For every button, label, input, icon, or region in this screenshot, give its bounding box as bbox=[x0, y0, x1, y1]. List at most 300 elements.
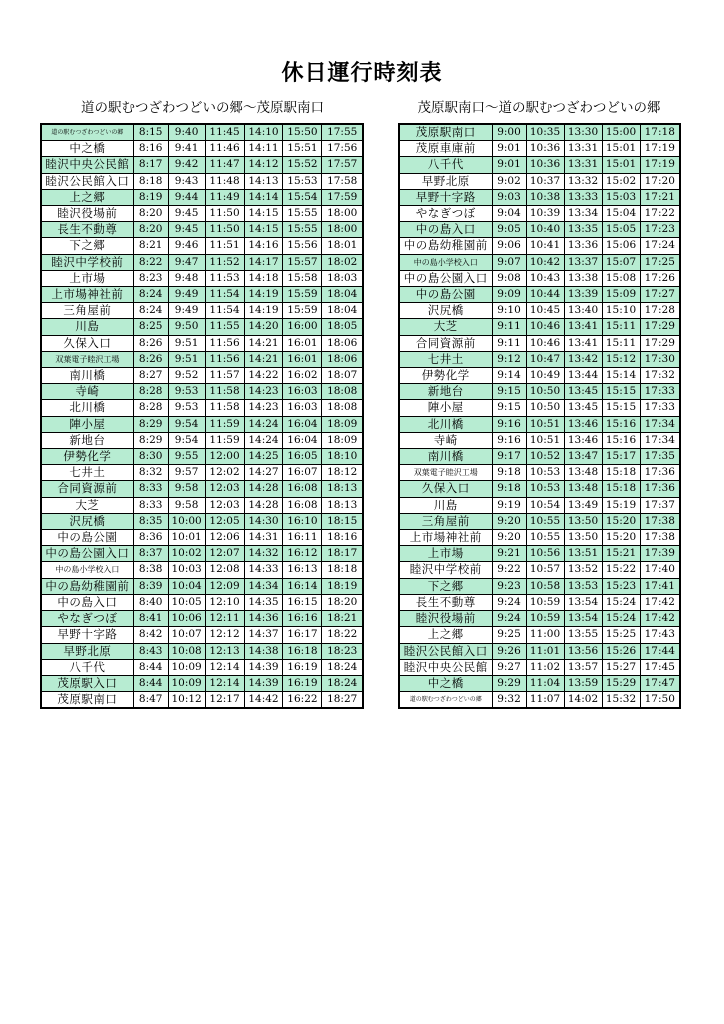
departure-time: 11:45 bbox=[205, 124, 244, 141]
stop-name: 八千代 bbox=[41, 659, 133, 675]
departure-time: 13:45 bbox=[564, 400, 602, 416]
stop-name: 睦沢中学校前 bbox=[41, 254, 133, 270]
departure-time: 12:14 bbox=[205, 659, 244, 675]
departure-time: 15:54 bbox=[283, 189, 322, 205]
departure-time: 9:42 bbox=[168, 157, 205, 173]
departure-time: 13:34 bbox=[564, 206, 602, 222]
departure-time: 8:24 bbox=[133, 303, 168, 319]
departure-time: 15:59 bbox=[283, 303, 322, 319]
departure-time: 15:20 bbox=[602, 530, 640, 546]
departure-time: 9:48 bbox=[168, 270, 205, 286]
departure-time: 14:23 bbox=[244, 384, 283, 400]
stop-name: 睦沢公民館入口 bbox=[41, 173, 133, 189]
departure-time: 9:27 bbox=[492, 659, 526, 675]
departure-time: 13:35 bbox=[564, 222, 602, 238]
departure-time: 14:30 bbox=[244, 513, 283, 529]
departure-time: 18:03 bbox=[322, 270, 363, 286]
departure-time: 13:46 bbox=[564, 432, 602, 448]
departure-time: 15:16 bbox=[602, 416, 640, 432]
departure-time: 13:56 bbox=[564, 643, 602, 659]
departure-time: 8:27 bbox=[133, 368, 168, 384]
departure-time: 9:47 bbox=[168, 254, 205, 270]
departure-time: 9:11 bbox=[492, 335, 526, 351]
table-row bbox=[41, 173, 363, 189]
table-row bbox=[41, 675, 363, 691]
table-row bbox=[399, 206, 680, 222]
departure-time: 11:56 bbox=[205, 335, 244, 351]
departure-time: 18:09 bbox=[322, 416, 363, 432]
stop-name: 南川橋 bbox=[41, 368, 133, 384]
table-row bbox=[41, 384, 363, 400]
departure-time: 15:02 bbox=[602, 173, 640, 189]
table-row bbox=[41, 400, 363, 416]
departure-time: 14:34 bbox=[244, 578, 283, 594]
departure-time: 16:05 bbox=[283, 449, 322, 465]
departure-time: 14:33 bbox=[244, 562, 283, 578]
departure-time: 17:40 bbox=[640, 562, 680, 578]
table-row bbox=[399, 351, 680, 367]
table-row bbox=[399, 303, 680, 319]
departure-time: 16:00 bbox=[283, 319, 322, 335]
departure-time: 17:26 bbox=[640, 270, 680, 286]
departure-time: 16:01 bbox=[283, 351, 322, 367]
stop-name: 長生不動尊 bbox=[399, 594, 492, 610]
departure-time: 14:25 bbox=[244, 449, 283, 465]
departure-time: 11:49 bbox=[205, 189, 244, 205]
departure-time: 8:28 bbox=[133, 400, 168, 416]
departure-time: 10:05 bbox=[168, 594, 205, 610]
departure-time: 18:21 bbox=[322, 611, 363, 627]
stop-name: 下之郷 bbox=[399, 578, 492, 594]
stop-name: 中の島公園 bbox=[399, 287, 492, 303]
table-row bbox=[41, 351, 363, 367]
table-row bbox=[399, 400, 680, 416]
departure-time: 17:27 bbox=[640, 287, 680, 303]
departure-time: 15:07 bbox=[602, 254, 640, 270]
table-row bbox=[399, 465, 680, 481]
departure-time: 9:53 bbox=[168, 384, 205, 400]
stop-name: 上之郷 bbox=[399, 627, 492, 643]
departure-time: 16:22 bbox=[283, 692, 322, 709]
table-row bbox=[41, 254, 363, 270]
departure-time: 8:28 bbox=[133, 384, 168, 400]
departure-time: 8:44 bbox=[133, 675, 168, 691]
departure-time: 17:32 bbox=[640, 368, 680, 384]
stop-name: 中の島公園入口 bbox=[41, 546, 133, 562]
table-row bbox=[41, 497, 363, 513]
departure-time: 11:55 bbox=[205, 319, 244, 335]
left-route-heading: 道の駅むつざわつどいの郷～茂原駅南口 bbox=[81, 100, 324, 116]
departure-time: 8:23 bbox=[133, 270, 168, 286]
departure-time: 9:10 bbox=[492, 303, 526, 319]
stop-name: 中の島小学校入口 bbox=[399, 254, 492, 270]
departure-time: 10:37 bbox=[526, 173, 564, 189]
departure-time: 18:06 bbox=[322, 335, 363, 351]
departure-time: 12:09 bbox=[205, 578, 244, 594]
departure-time: 11:54 bbox=[205, 303, 244, 319]
stop-name: 中の島入口 bbox=[399, 222, 492, 238]
departure-time: 16:13 bbox=[283, 562, 322, 578]
departure-time: 12:13 bbox=[205, 643, 244, 659]
table-row bbox=[399, 578, 680, 594]
stop-name: 中の島小学校入口 bbox=[41, 562, 133, 578]
departure-time: 13:40 bbox=[564, 303, 602, 319]
timetable-mutsuzawa-to-mobara bbox=[40, 123, 364, 709]
departure-time: 16:07 bbox=[283, 465, 322, 481]
departure-time: 8:47 bbox=[133, 692, 168, 709]
departure-time: 8:42 bbox=[133, 627, 168, 643]
table-row bbox=[41, 287, 363, 303]
departure-time: 8:39 bbox=[133, 578, 168, 594]
departure-time: 14:21 bbox=[244, 351, 283, 367]
departure-time: 9:16 bbox=[492, 416, 526, 432]
departure-time: 15:14 bbox=[602, 368, 640, 384]
departure-time: 16:19 bbox=[283, 659, 322, 675]
departure-time: 11:59 bbox=[205, 432, 244, 448]
departure-time: 9:53 bbox=[168, 400, 205, 416]
stop-name: 道の駅むつざわつどいの郷 bbox=[41, 124, 133, 141]
departure-time: 9:20 bbox=[492, 530, 526, 546]
departure-time: 12:05 bbox=[205, 513, 244, 529]
departure-time: 15:55 bbox=[283, 206, 322, 222]
departure-time: 13:38 bbox=[564, 270, 602, 286]
departure-time: 16:10 bbox=[283, 513, 322, 529]
departure-time: 14:24 bbox=[244, 416, 283, 432]
departure-time: 13:53 bbox=[564, 578, 602, 594]
stop-name: 七井土 bbox=[399, 351, 492, 367]
departure-time: 15:08 bbox=[602, 270, 640, 286]
stop-name: 早野北原 bbox=[399, 173, 492, 189]
departure-time: 10:52 bbox=[526, 449, 564, 465]
departure-time: 15:26 bbox=[602, 643, 640, 659]
stop-name: 睦沢中学校前 bbox=[399, 562, 492, 578]
departure-time: 10:59 bbox=[526, 594, 564, 610]
departure-time: 18:24 bbox=[322, 675, 363, 691]
departure-time: 15:23 bbox=[602, 578, 640, 594]
stop-name: 寺崎 bbox=[399, 432, 492, 448]
departure-time: 10:42 bbox=[526, 254, 564, 270]
table-row bbox=[399, 416, 680, 432]
departure-time: 13:54 bbox=[564, 594, 602, 610]
departure-time: 18:00 bbox=[322, 206, 363, 222]
departure-time: 13:55 bbox=[564, 627, 602, 643]
departure-time: 10:54 bbox=[526, 497, 564, 513]
departure-time: 14:20 bbox=[244, 319, 283, 335]
departure-time: 18:07 bbox=[322, 368, 363, 384]
departure-time: 9:18 bbox=[492, 481, 526, 497]
departure-time: 10:01 bbox=[168, 530, 205, 546]
table-row bbox=[41, 530, 363, 546]
departure-time: 18:08 bbox=[322, 400, 363, 416]
departure-time: 15:59 bbox=[283, 287, 322, 303]
departure-time: 14:39 bbox=[244, 659, 283, 675]
departure-time: 17:50 bbox=[640, 692, 680, 709]
departure-time: 11:47 bbox=[205, 157, 244, 173]
departure-time: 14:28 bbox=[244, 497, 283, 513]
table-row bbox=[399, 124, 680, 141]
departure-time: 12:14 bbox=[205, 675, 244, 691]
departure-time: 18:08 bbox=[322, 384, 363, 400]
departure-time: 17:35 bbox=[640, 449, 680, 465]
departure-time: 17:28 bbox=[640, 303, 680, 319]
departure-time: 15:11 bbox=[602, 335, 640, 351]
stop-name: 北川橋 bbox=[399, 416, 492, 432]
table-row bbox=[399, 497, 680, 513]
departure-time: 9:40 bbox=[168, 124, 205, 141]
departure-time: 8:25 bbox=[133, 319, 168, 335]
table-row bbox=[399, 319, 680, 335]
departure-time: 9:50 bbox=[168, 319, 205, 335]
departure-time: 13:51 bbox=[564, 546, 602, 562]
departure-time: 18:22 bbox=[322, 627, 363, 643]
departure-time: 13:41 bbox=[564, 335, 602, 351]
table-row bbox=[41, 481, 363, 497]
stop-name: 茂原駅入口 bbox=[41, 675, 133, 691]
stop-name: 中之橋 bbox=[41, 141, 133, 157]
departure-time: 16:18 bbox=[283, 643, 322, 659]
departure-time: 13:31 bbox=[564, 141, 602, 157]
departure-time: 16:16 bbox=[283, 611, 322, 627]
departure-time: 9:49 bbox=[168, 287, 205, 303]
departure-time: 13:48 bbox=[564, 465, 602, 481]
stop-name: 道の駅むつざわつどいの郷 bbox=[399, 692, 492, 709]
departure-time: 16:19 bbox=[283, 675, 322, 691]
departure-time: 15:18 bbox=[602, 481, 640, 497]
departure-time: 13:45 bbox=[564, 384, 602, 400]
departure-time: 10:39 bbox=[526, 206, 564, 222]
table-row bbox=[41, 303, 363, 319]
departure-time: 18:12 bbox=[322, 465, 363, 481]
departure-time: 10:36 bbox=[526, 141, 564, 157]
departure-time: 16:04 bbox=[283, 416, 322, 432]
departure-time: 15:57 bbox=[283, 254, 322, 270]
departure-time: 13:59 bbox=[564, 675, 602, 691]
departure-time: 13:32 bbox=[564, 173, 602, 189]
departure-time: 17:25 bbox=[640, 254, 680, 270]
departure-time: 11:01 bbox=[526, 643, 564, 659]
table-row bbox=[399, 449, 680, 465]
departure-time: 15:18 bbox=[602, 465, 640, 481]
table-row bbox=[41, 222, 363, 238]
table-row bbox=[399, 432, 680, 448]
departure-time: 14:42 bbox=[244, 692, 283, 709]
departure-time: 9:49 bbox=[168, 303, 205, 319]
stop-name: 八千代 bbox=[399, 157, 492, 173]
stop-name: 上之郷 bbox=[41, 189, 133, 205]
departure-time: 10:44 bbox=[526, 287, 564, 303]
departure-time: 9:01 bbox=[492, 157, 526, 173]
departure-time: 8:38 bbox=[133, 562, 168, 578]
departure-time: 17:38 bbox=[640, 530, 680, 546]
table-row bbox=[41, 594, 363, 610]
departure-time: 12:07 bbox=[205, 546, 244, 562]
stop-name: 茂原車庫前 bbox=[399, 141, 492, 157]
departure-time: 12:12 bbox=[205, 627, 244, 643]
stop-name: やなぎつぼ bbox=[399, 206, 492, 222]
table-row bbox=[41, 546, 363, 562]
departure-time: 17:36 bbox=[640, 481, 680, 497]
table-row bbox=[399, 546, 680, 562]
departure-time: 9:32 bbox=[492, 692, 526, 709]
table-row bbox=[399, 594, 680, 610]
departure-time: 18:06 bbox=[322, 351, 363, 367]
departure-time: 8:44 bbox=[133, 659, 168, 675]
departure-time: 14:16 bbox=[244, 238, 283, 254]
departure-time: 9:07 bbox=[492, 254, 526, 270]
departure-time: 14:37 bbox=[244, 627, 283, 643]
departure-time: 14:18 bbox=[244, 270, 283, 286]
departure-time: 8:20 bbox=[133, 206, 168, 222]
departure-time: 9:24 bbox=[492, 594, 526, 610]
departure-time: 17:43 bbox=[640, 627, 680, 643]
departure-time: 10:12 bbox=[168, 692, 205, 709]
departure-time: 10:07 bbox=[168, 627, 205, 643]
departure-time: 10:59 bbox=[526, 611, 564, 627]
departure-time: 8:15 bbox=[133, 124, 168, 141]
departure-time: 18:15 bbox=[322, 513, 363, 529]
departure-time: 10:46 bbox=[526, 335, 564, 351]
departure-time: 16:03 bbox=[283, 384, 322, 400]
table-row bbox=[399, 157, 680, 173]
departure-time: 9:16 bbox=[492, 432, 526, 448]
departure-time: 9:12 bbox=[492, 351, 526, 367]
departure-time: 17:56 bbox=[322, 141, 363, 157]
table-row bbox=[41, 335, 363, 351]
departure-time: 14:19 bbox=[244, 303, 283, 319]
table-row bbox=[41, 449, 363, 465]
departure-time: 15:01 bbox=[602, 157, 640, 173]
table-row bbox=[41, 692, 363, 709]
stop-name: 中之橋 bbox=[399, 675, 492, 691]
departure-time: 15:00 bbox=[602, 124, 640, 141]
departure-time: 17:19 bbox=[640, 141, 680, 157]
stop-name: 陣小屋 bbox=[399, 400, 492, 416]
departure-time: 14:35 bbox=[244, 594, 283, 610]
departure-time: 15:01 bbox=[602, 141, 640, 157]
departure-time: 9:41 bbox=[168, 141, 205, 157]
departure-time: 16:03 bbox=[283, 400, 322, 416]
departure-time: 14:28 bbox=[244, 481, 283, 497]
departure-time: 13:41 bbox=[564, 319, 602, 335]
departure-time: 13:30 bbox=[564, 124, 602, 141]
departure-time: 12:06 bbox=[205, 530, 244, 546]
departure-time: 9:29 bbox=[492, 675, 526, 691]
stop-name: 大芝 bbox=[399, 319, 492, 335]
departure-time: 14:02 bbox=[564, 692, 602, 709]
departure-time: 11:58 bbox=[205, 400, 244, 416]
table-row bbox=[41, 659, 363, 675]
stop-name: 合同資源前 bbox=[41, 481, 133, 497]
departure-time: 15:25 bbox=[602, 627, 640, 643]
departure-time: 14:31 bbox=[244, 530, 283, 546]
table-row bbox=[399, 368, 680, 384]
departure-time: 17:55 bbox=[322, 124, 363, 141]
departure-time: 14:36 bbox=[244, 611, 283, 627]
departure-time: 15:19 bbox=[602, 497, 640, 513]
departure-time: 10:36 bbox=[526, 157, 564, 173]
departure-time: 9:51 bbox=[168, 351, 205, 367]
departure-time: 17:42 bbox=[640, 611, 680, 627]
table-row bbox=[41, 611, 363, 627]
table-row bbox=[399, 254, 680, 270]
departure-time: 14:22 bbox=[244, 368, 283, 384]
departure-time: 10:57 bbox=[526, 562, 564, 578]
departure-time: 8:22 bbox=[133, 254, 168, 270]
departure-time: 10:41 bbox=[526, 238, 564, 254]
table-row bbox=[41, 270, 363, 286]
departure-time: 18:19 bbox=[322, 578, 363, 594]
page-title: 休日運行時刻表 bbox=[281, 61, 443, 86]
departure-time: 13:50 bbox=[564, 513, 602, 529]
departure-time: 9:00 bbox=[492, 124, 526, 141]
table-row bbox=[399, 627, 680, 643]
departure-time: 13:48 bbox=[564, 481, 602, 497]
table-row bbox=[399, 481, 680, 497]
departure-time: 11:53 bbox=[205, 270, 244, 286]
departure-time: 13:47 bbox=[564, 449, 602, 465]
departure-time: 16:08 bbox=[283, 481, 322, 497]
departure-time: 8:40 bbox=[133, 594, 168, 610]
departure-time: 8:33 bbox=[133, 481, 168, 497]
stop-name: 三角屋前 bbox=[399, 513, 492, 529]
table-row bbox=[399, 270, 680, 286]
table-row bbox=[41, 578, 363, 594]
departure-time: 13:42 bbox=[564, 351, 602, 367]
stop-name: 上市場神社前 bbox=[41, 287, 133, 303]
departure-time: 18:27 bbox=[322, 692, 363, 709]
departure-time: 8:37 bbox=[133, 546, 168, 562]
departure-time: 10:55 bbox=[526, 513, 564, 529]
departure-time: 15:20 bbox=[602, 513, 640, 529]
departure-time: 13:33 bbox=[564, 189, 602, 205]
stop-name: 上市場 bbox=[399, 546, 492, 562]
departure-time: 10:09 bbox=[168, 659, 205, 675]
table-row bbox=[41, 643, 363, 659]
departure-time: 10:06 bbox=[168, 611, 205, 627]
departure-time: 15:05 bbox=[602, 222, 640, 238]
departure-time: 14:15 bbox=[244, 206, 283, 222]
departure-time: 10:08 bbox=[168, 643, 205, 659]
departure-time: 15:09 bbox=[602, 287, 640, 303]
departure-time: 14:15 bbox=[244, 222, 283, 238]
departure-time: 12:17 bbox=[205, 692, 244, 709]
table-row bbox=[399, 384, 680, 400]
stop-name: 早野北原 bbox=[41, 643, 133, 659]
departure-time: 18:05 bbox=[322, 319, 363, 335]
stop-name: 睦沢中央公民館 bbox=[399, 659, 492, 675]
departure-time: 8:20 bbox=[133, 222, 168, 238]
stop-name: 沢尻橋 bbox=[41, 513, 133, 529]
departure-time: 11:57 bbox=[205, 368, 244, 384]
departure-time: 8:18 bbox=[133, 173, 168, 189]
departure-time: 17:24 bbox=[640, 238, 680, 254]
departure-time: 10:49 bbox=[526, 368, 564, 384]
departure-time: 17:37 bbox=[640, 497, 680, 513]
stop-name: 新地台 bbox=[41, 432, 133, 448]
departure-time: 9:23 bbox=[492, 578, 526, 594]
departure-time: 8:26 bbox=[133, 351, 168, 367]
departure-time: 15:16 bbox=[602, 432, 640, 448]
stop-name: 睦沢中央公民館 bbox=[41, 157, 133, 173]
stop-name: 合同資源前 bbox=[399, 335, 492, 351]
table-row bbox=[41, 368, 363, 384]
departure-time: 14:38 bbox=[244, 643, 283, 659]
departure-time: 13:54 bbox=[564, 611, 602, 627]
stop-name: 茂原駅南口 bbox=[41, 692, 133, 709]
stop-name: 早野十字路 bbox=[399, 189, 492, 205]
departure-time: 8:32 bbox=[133, 465, 168, 481]
departure-time: 14:13 bbox=[244, 173, 283, 189]
